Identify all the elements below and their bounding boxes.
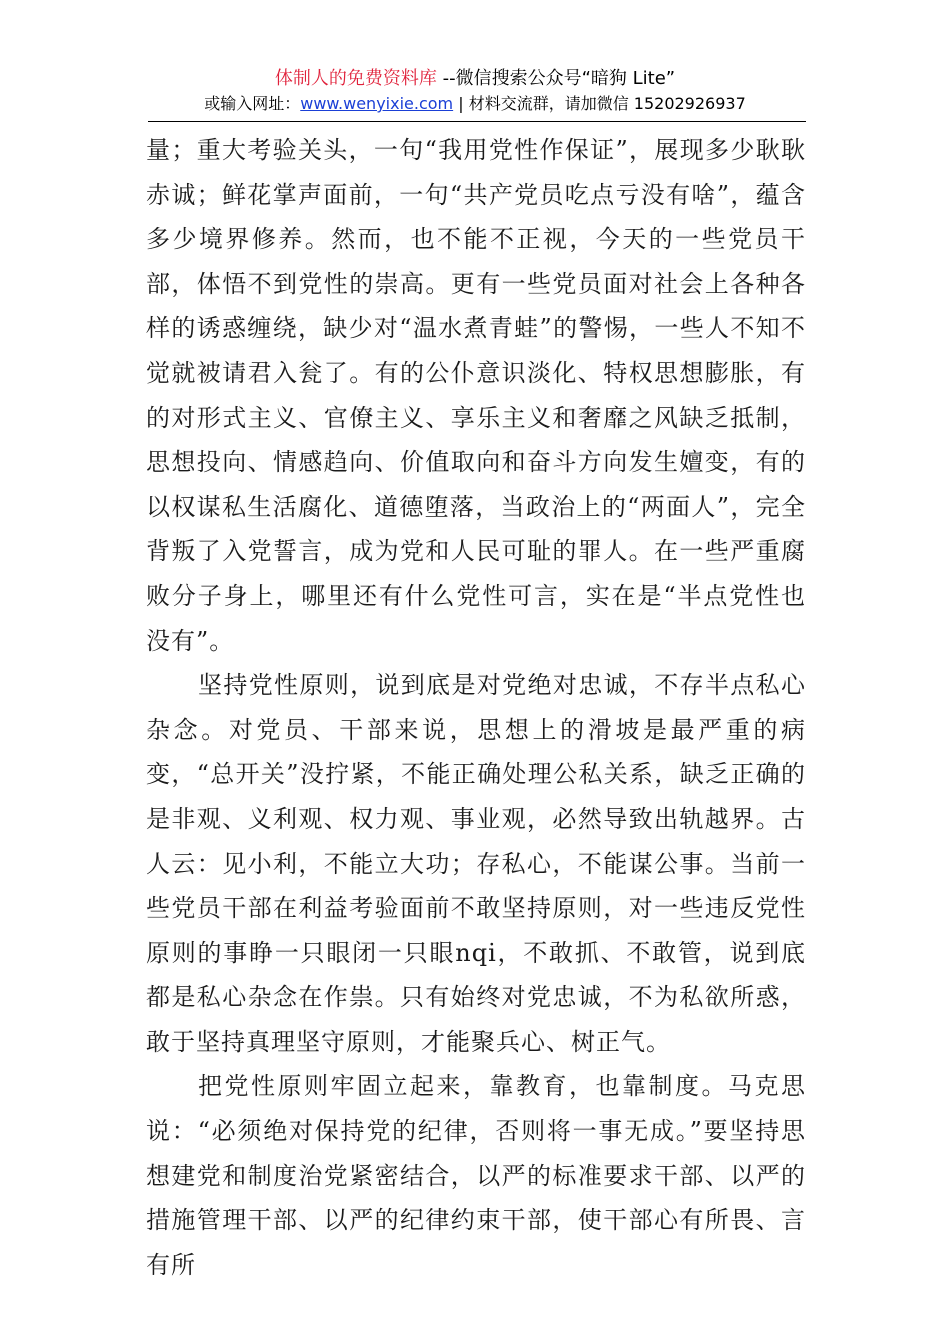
contact-info: | 材料交流群，请加微信 15202926937 [453, 94, 746, 113]
brand-title: 体制人的免费资料库 [274, 68, 437, 89]
document-body [146, 128, 806, 1287]
website-link[interactable]: www.wenyixie.com [300, 94, 454, 113]
url-prefix: 或输入网址： [204, 94, 301, 113]
header-line-1 [0, 66, 950, 92]
paragraph-2: 坚持党性原则，说到底是对党绝对忠诚，不存半点私心杂念。对党员、干部来说，思想上的滑坡是最严重的病变，“总开关”没拧紧，不能正确处理公私关系，缺乏正确的是非观、义利观、权力观、事业观，必然导致出轨越界。古人云：见小利，不能立大功；存私心，不能谋公事。当前一些党员干部在利益考验面前不敢坚持原则，对一些违反党性原则的事睁一只眼闭一只眼nqi，不敢抓、不敢管，说到底都是私心杂念在作祟。只有始终对党忠诚，不为私欲所惑，敢于坚持真理坚守原则，才能聚兵心、树正气。 [146, 671, 806, 1056]
paragraph-3: 把党性原则牢固立起来，靠教育，也靠制度。马克思说：“必须绝对保持党的纪律，否则将一事无成。”要坚持思想建党和制度治党紧密结合，以严的标准要求干部、以严的措施管理干部、以严的纪律约束干部，使干部心有所畏、言有所 [146, 1072, 806, 1279]
header-divider [148, 121, 806, 122]
page-header [0, 66, 950, 116]
paragraph-1: 量；重大考验关头，一句“我用党性作保证”，展现多少耿耿赤诚；鲜花掌声面前，一句“共产党员吃点亏没有啥”，蕴含多少境界修养。然而，也不能不正视，今天的一些党员干部，体悟不到党性的崇高。更有一些党员面对社会上各种各样的诱惑缠绕，缺少对“温水煮青蛙”的警惕，一些人不知不觉就被请君入瓮了。有的公仆意识淡化、特权思想膨胀，有的对形式主义、官僚主义、享乐主义和奢靡之风缺乏抵制，思想投向、情感趋向、价值取向和奋斗方向发生嬗变，有的以权谋私生活腐化、道德堕落，当政治上的“两面人”，完全背叛了入党誓言，成为党和人民可耻的罪人。在一些严重腐败分子身上，哪里还有什么党性可言，实在是“半点党性也没有”。 [146, 136, 806, 655]
header-tagline: --微信搜索公众号“暗狗 Lite” [436, 68, 676, 89]
header-line-2 [0, 92, 950, 116]
